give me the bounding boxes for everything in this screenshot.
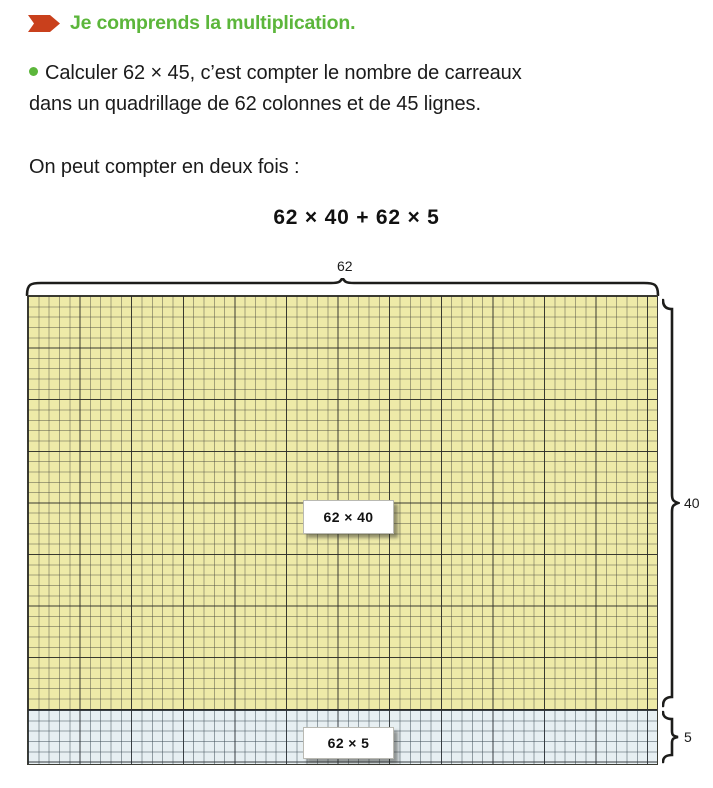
top-brace [25,278,660,296]
intro-sentence: On peut compter en deux fois : [29,156,300,178]
intro-paragraph [29,58,689,120]
multiplication-grid-diagram [0,258,713,788]
formula-expression: 62 × 40 + 62 × 5 [273,206,440,229]
paragraph-line-2: dans un quadrillage de 62 colonnes et de 45 lignes. [29,93,481,115]
paragraph-line-1-text: Calculer 62 × 45, c’est compter le nombre de carreaux [45,62,522,84]
right-brace-rows-5 [662,710,680,764]
section-header [28,9,355,37]
brace-label-rows-5: 5 [684,729,692,745]
paragraph-line-1 [29,58,689,89]
brace-label-columns: 62 [337,258,353,274]
callout-62x5: 62 × 5 [303,727,394,759]
flag-chevron-icon [28,14,61,33]
brace-label-rows-40: 40 [684,495,700,511]
bullet-dot-icon [29,67,38,76]
callout-62x40: 62 × 40 [303,500,394,534]
right-brace-rows-40 [662,298,680,708]
page-title: Je comprends la multiplication. [70,11,356,34]
